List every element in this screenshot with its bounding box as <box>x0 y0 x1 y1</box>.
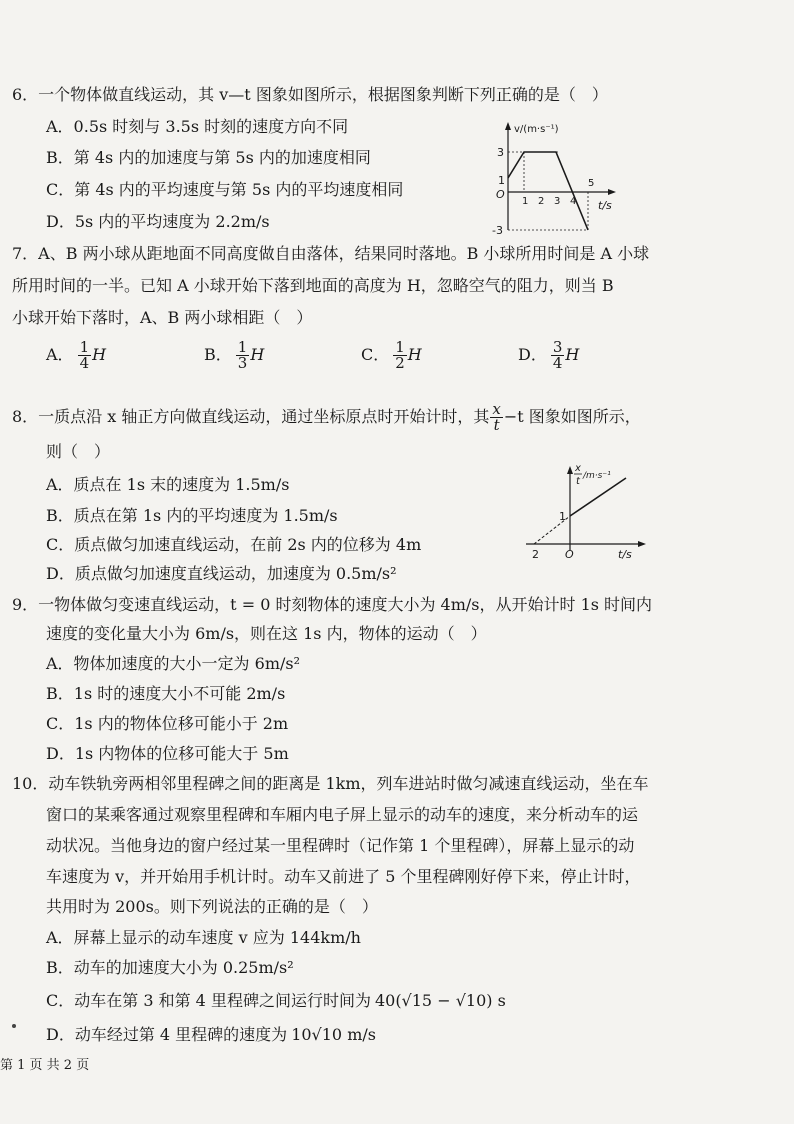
q6-xtick-4: 4 <box>570 196 577 207</box>
q10-option-b: B．动车的加速度大小为 0.25m/s² <box>46 958 294 977</box>
q10-stem-line-5: 共用时为 200s。则下列说法的正确的是（ ） <box>46 897 378 916</box>
q10-stem-line-3: 动状况。当他身边的窗户经过某一里程碑时（记作第 1 个里程碑），屏幕上显示的动 <box>46 836 635 855</box>
q8-ylabel-den: t <box>576 476 580 487</box>
q8-stem <box>12 402 641 433</box>
q6-origin: O <box>496 188 505 201</box>
q10-option-c-expression: 40(√15 − √10) s <box>374 991 506 1010</box>
q7-option-b-var: H <box>250 345 265 364</box>
q8-ylabel-unit: /m·s⁻¹ <box>583 471 611 481</box>
q6-xlabel: t/s <box>598 199 612 212</box>
q7-option-c-fraction: $\frac{1}{2}$ <box>395 338 405 372</box>
q10-option-c <box>46 990 506 1012</box>
q7-option-b-letter: B． <box>204 345 232 364</box>
q7-option-a-var: H <box>92 345 107 364</box>
q8-stem-line-2: 则（ ） <box>46 442 111 461</box>
q9-option-a: A．物体加速度的大小一定为 6m/s² <box>46 654 301 673</box>
q6-xtick-2: 2 <box>538 196 545 207</box>
q7-option-b-fraction: $\frac{1}{3}$ <box>237 338 248 372</box>
q10-option-d-text: D．动车经过第 4 里程碑的速度为 <box>46 1025 288 1044</box>
page-footer: 第 1 页 共 2 页 <box>0 1058 90 1073</box>
q6-ylabel: v/(m·s⁻¹) <box>514 124 559 135</box>
q7-option-a-fraction: $\frac{1}{4}$ <box>79 338 90 372</box>
q9-option-d: D．1s 内物体的位移可能大于 5m <box>46 744 289 763</box>
q7-option-d-var: H <box>565 345 580 364</box>
q10-option-a: A．屏幕上显示的动车速度 v 应为 144km/h <box>46 928 361 947</box>
q7-stem-line-2: 所用时间的一半。已知 A 小球开始下落到地面的高度为 H，忽略空气的阻力，则当 B <box>12 276 614 295</box>
q8-origin: O <box>565 548 574 561</box>
q7-option-d-letter: D． <box>518 345 547 364</box>
q8-option-b: B．质点在第 1s 内的平均速度为 1.5m/s <box>46 506 338 525</box>
q7-option-c-letter: C． <box>361 345 390 364</box>
q6-option-d: D．5s 内的平均速度为 2.2m/s <box>46 212 270 231</box>
q6-option-c: C．第 4s 内的平均速度与第 5s 内的平均速度相同 <box>46 180 404 199</box>
q6-xtick-5: 5 <box>588 178 595 189</box>
q8-option-c: C．质点做匀加速直线运动，在前 2s 内的位移为 4m <box>46 535 422 554</box>
q8-y-arrow <box>567 466 573 474</box>
q7-option-c-var: H <box>407 345 422 364</box>
q9-stem-line-2: 速度的变化量大小为 6m/s，则在这 1s 内，物体的运动（ ） <box>46 624 487 643</box>
q6-x-arrow <box>608 189 616 195</box>
q8-option-d: D．质点做匀加速度直线运动，加速度为 0.5m/s² <box>46 564 397 583</box>
q8-xlabel: t/s <box>618 548 632 561</box>
q10-option-c-text: C．动车在第 3 和第 4 里程碑之间运行时间为 <box>46 991 371 1010</box>
q7-option-a-letter: A． <box>46 345 74 364</box>
q9-option-b: B．1s 时的速度大小不可能 2m/s <box>46 684 286 703</box>
q8-stem-post: −t 图象如图所示， <box>503 407 641 426</box>
q9-stem-line-1: 9．一物体做匀变速直线运动，t = 0 时刻物体的速度大小为 4m/s，从开始计时 1s 时间内 <box>12 595 653 614</box>
q8-xt-graph <box>522 462 652 562</box>
q8-ylabel-num: x <box>575 463 581 474</box>
q10-option-d-expression: 10√10 m/s <box>291 1025 376 1044</box>
q7-stem-line-3: 小球开始下落时，A、B 两小球相距（ ） <box>12 308 313 327</box>
q10-stem-line-1: 10．动车铁轨旁两相邻里程碑之间的距离是 1km，列车进站时做匀减速直线运动，坐在车 <box>12 774 649 793</box>
q7-option-d <box>518 340 579 371</box>
q6-ytick-1: 1 <box>498 174 505 187</box>
q8-option-a: A．质点在 1s 末的速度为 1.5m/s <box>46 475 290 494</box>
q8-xtick-2: 2 <box>532 548 539 561</box>
q6-vt-curve <box>508 152 588 230</box>
q8-ytick-1: 1 <box>559 510 566 523</box>
q6-option-a: A．0.5s 时刻与 3.5s 时刻的速度方向不同 <box>46 117 349 136</box>
q10-stem-line-4: 车速度为 v，并开始用手机计时。动车又前进了 5 个里程碑刚好停下来，停止计时， <box>46 867 641 886</box>
q6-y-arrow <box>505 122 511 130</box>
q6-ytick-3: 3 <box>497 146 504 159</box>
q6-xtick-1: 1 <box>522 196 529 207</box>
q6-xtick-3: 3 <box>554 196 561 207</box>
q6-vt-graph <box>488 116 628 238</box>
q8-stem-fraction: $\frac{x}{t}$ <box>492 400 501 434</box>
q6-option-b: B．第 4s 内的加速度与第 5s 内的加速度相同 <box>46 148 371 167</box>
q10-option-d <box>46 1024 376 1046</box>
q8-stem-pre: 8．一质点沿 x 轴正方向做直线运动，通过坐标原点时开始计时，其 <box>12 407 490 426</box>
q7-option-c <box>361 340 422 371</box>
q9-option-c: C．1s 内的物体位移可能小于 2m <box>46 714 289 733</box>
q6-ytick-neg3: -3 <box>492 224 503 237</box>
q8-x-arrow <box>638 541 646 547</box>
q7-option-b <box>204 340 264 371</box>
q10-stem-line-2: 窗口的某乘客通过观察里程碑和车厢内电子屏上显示的动车的速度，来分析动车的运 <box>46 805 639 824</box>
q7-option-d-fraction: $\frac{3}{4}$ <box>552 338 563 372</box>
q7-option-a <box>46 340 106 371</box>
margin-speck <box>12 1024 16 1028</box>
q6-stem: 6．一个物体做直线运动，其 v—t 图象如图所示，根据图象判断下列正确的是（ ） <box>12 85 608 104</box>
q7-stem-line-1: 7．A、B 两小球从距地面不同高度做自由落体，结果同时落地。B 小球所用时间是 A 小球 <box>12 244 650 263</box>
